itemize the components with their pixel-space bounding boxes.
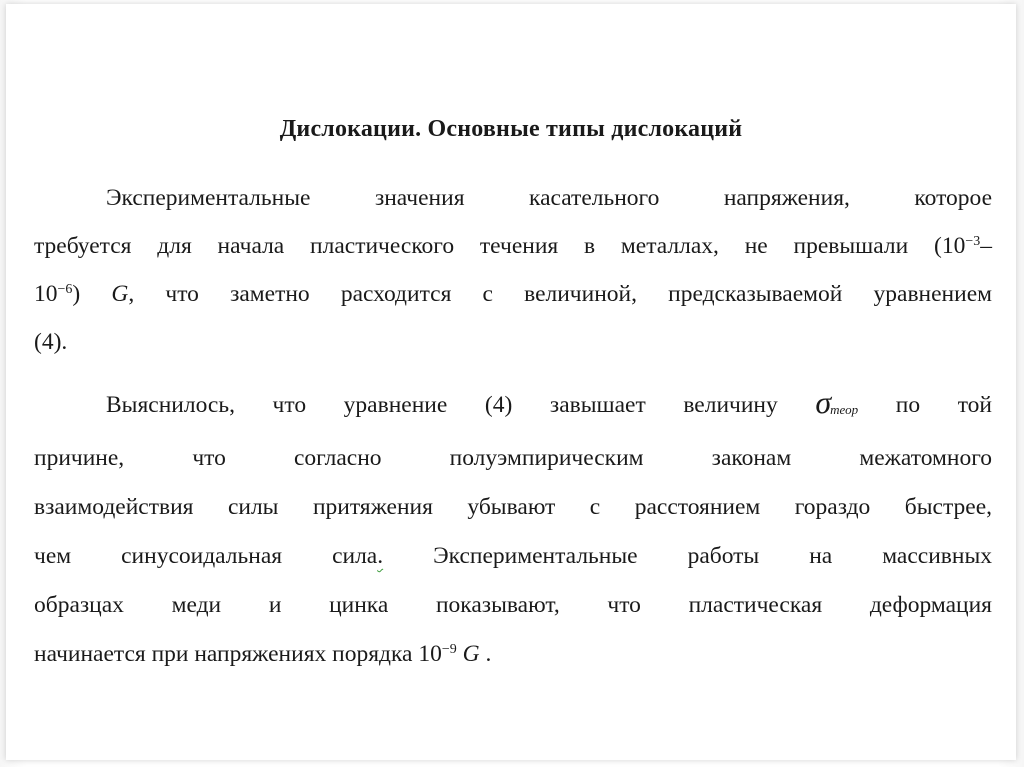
- document-page: [6, 4, 1016, 760]
- sigma-symbol: σ: [815, 384, 832, 420]
- paragraph-1-line-2-text: требуется для начала пластического течения в металлах, не превышали (10: [34, 233, 966, 259]
- closing-paren: ): [72, 281, 81, 307]
- paragraph-1: [34, 174, 992, 366]
- shear-modulus-symbol: G: [111, 281, 129, 307]
- shear-modulus-symbol-2: G: [462, 641, 480, 667]
- paragraph-2-line-3: взаимодействия силы притяжения убывают с расстоянием гораздо быстрее,: [34, 494, 992, 520]
- paragraph-2-line-1-end: по той: [895, 392, 992, 418]
- paragraph-2-line-5: образцах меди и цинка показывают, что пластическая деформация: [34, 592, 992, 618]
- exponent-minus-3: −3: [965, 234, 981, 249]
- page-title: Дислокации. Основные типы дислокаций: [279, 116, 743, 142]
- paragraph-1-line-1: Экспериментальные значения касательного напряжения, которое: [106, 185, 992, 211]
- exponent-minus-6: −6: [57, 282, 73, 297]
- paragraph-2: [34, 381, 992, 679]
- en-dash: –: [980, 233, 992, 259]
- paragraph-1-line-2: [34, 222, 992, 270]
- paragraph-2-line-6: [34, 630, 992, 679]
- paragraph-2-line-4-text: чем синусоидальная сила: [34, 543, 378, 569]
- paragraph-1-line-4: (4).: [34, 329, 68, 355]
- power-base-10: 10: [34, 281, 58, 307]
- paragraph-2-line-6-text: начинается при напряжениях порядка 10: [34, 641, 442, 667]
- paragraph-2-line-2: причине, что согласно полуэмпирическим законам межатомного: [34, 445, 992, 471]
- final-period: .: [485, 641, 492, 667]
- paragraph-1-line-3: [34, 270, 992, 318]
- exponent-minus-9: −9: [441, 642, 457, 657]
- paragraph-2-line-1: [34, 381, 992, 430]
- paragraph-2-line-4: [34, 532, 992, 581]
- spellcheck-mark: .: [377, 543, 384, 569]
- sigma-subscript: теор: [830, 402, 859, 417]
- paragraph-1-line-3-text: , что заметно расходится с величиной, предсказываемой уравнением: [128, 281, 992, 307]
- paragraph-2-line-4-end: Экспериментальные работы на массивных: [433, 543, 993, 569]
- paragraph-2-line-1-text: Выяснилось, что уравнение (4) завышает величину: [106, 392, 778, 418]
